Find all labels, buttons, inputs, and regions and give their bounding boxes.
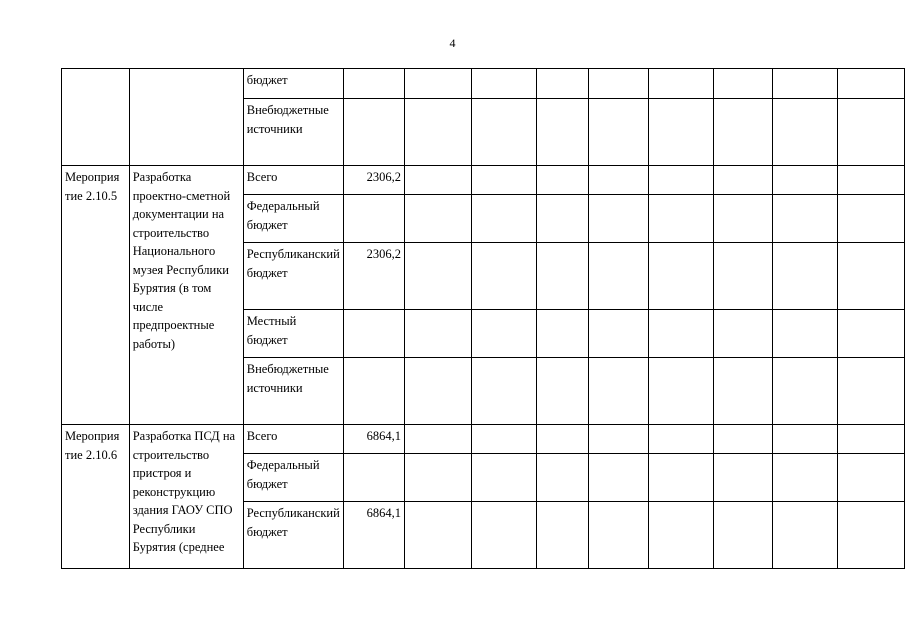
- amount-cell: [343, 358, 404, 425]
- page-number: 4: [449, 36, 456, 50]
- funding-source-cell: Федеральный бюджет: [243, 454, 343, 502]
- activity-code-cell: [62, 69, 130, 166]
- funding-source-cell: бюджет: [243, 69, 343, 99]
- funding-source-cell: Внебюджетные источники: [243, 358, 343, 425]
- table-row: [62, 69, 905, 99]
- budget-table: [61, 68, 905, 569]
- table-body: [62, 69, 905, 569]
- funding-source-cell: Местный бюджет: [243, 310, 343, 358]
- amount-cell: [343, 310, 404, 358]
- funding-source-cell: Внебюджетные источники: [243, 99, 343, 166]
- activity-code-cell: Мероприя тие 2.10.6: [62, 425, 130, 569]
- funding-source-cell: Федеральный бюджет: [243, 195, 343, 243]
- activity-title-cell: Разработка ПСД на строительство пристроя и реконструкцию здания ГАОУ СПО Республики Бурятия (среднее: [129, 425, 243, 569]
- amount-cell: [343, 69, 404, 99]
- activity-title-cell: [129, 69, 243, 166]
- activity-title-cell: Разработка проектно-сметной документации на строительство Национального музея Республики Бурятия (в том числе предпроектные работы): [129, 166, 243, 425]
- table-row: [62, 166, 905, 195]
- table-row: [62, 425, 905, 454]
- funding-source-cell: Республиканский бюджет: [243, 502, 343, 569]
- amount-cell: 2306,2: [343, 243, 404, 310]
- amount-cell: [343, 99, 404, 166]
- funding-source-cell: Всего: [243, 425, 343, 454]
- amount-cell: 6864,1: [343, 425, 404, 454]
- funding-source-cell: Республиканский бюджет: [243, 243, 343, 310]
- funding-source-cell: Всего: [243, 166, 343, 195]
- activity-code-cell: Мероприя тие 2.10.5: [62, 166, 130, 425]
- amount-cell: [343, 195, 404, 243]
- amount-cell: 6864,1: [343, 502, 404, 569]
- amount-cell: [343, 454, 404, 502]
- amount-cell: 2306,2: [343, 166, 404, 195]
